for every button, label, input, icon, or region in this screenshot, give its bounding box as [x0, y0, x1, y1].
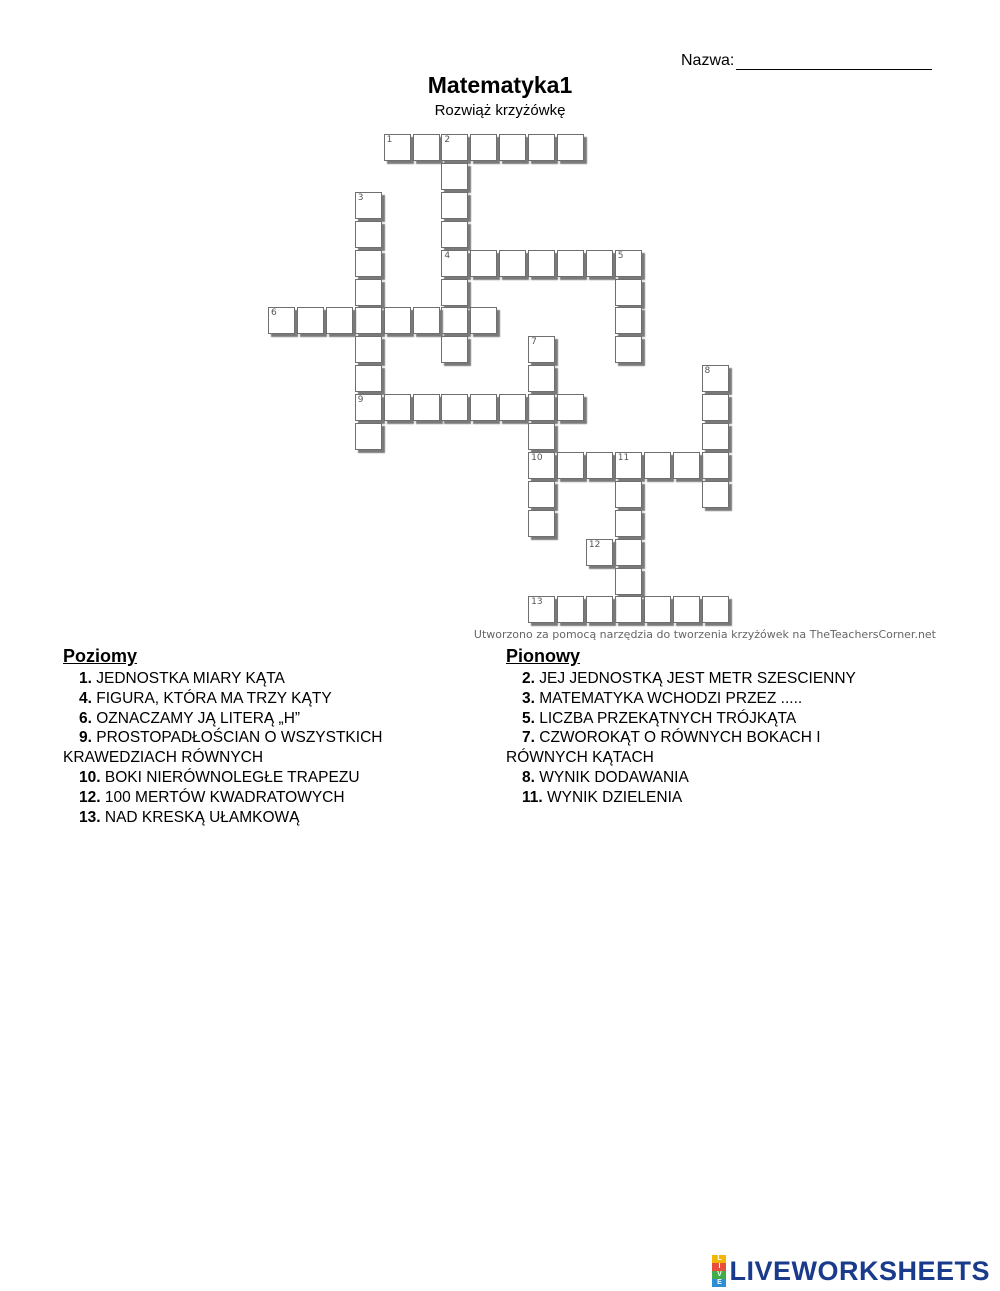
clue-number: 2	[444, 135, 451, 145]
crossword-cell[interactable]	[355, 423, 382, 450]
crossword-cell[interactable]	[586, 250, 613, 277]
logo-mark-letter: L	[712, 1255, 726, 1263]
crossword-cell[interactable]	[615, 452, 642, 479]
clue-item	[63, 728, 443, 748]
name-label: Nazwa:	[681, 52, 735, 69]
crossword-cell[interactable]	[470, 394, 497, 421]
clue-number: 13	[531, 597, 543, 608]
clue-number: 4	[444, 250, 451, 261]
crossword-cell[interactable]	[355, 365, 382, 392]
crossword-cell[interactable]	[557, 250, 584, 277]
clue-item	[63, 709, 443, 729]
crossword-cell[interactable]	[615, 568, 642, 595]
crossword-cell[interactable]	[528, 365, 555, 392]
clue-item	[506, 669, 886, 689]
clue-number: 12	[588, 539, 601, 550]
crossword-cell[interactable]	[615, 481, 642, 508]
clue-continuation: RÓWNYCH KĄTACH	[506, 749, 654, 767]
clue-number: 13.	[79, 808, 101, 826]
clue-number: 8.	[522, 768, 535, 786]
clue-item	[63, 808, 443, 828]
crossword-cell[interactable]	[355, 192, 382, 219]
logo-mark-icon	[712, 1255, 726, 1287]
page-title: Matematyka1	[427, 72, 573, 98]
name-line[interactable]	[736, 52, 932, 70]
crossword-cell[interactable]	[355, 394, 382, 421]
clue-text: WYNIK DZIELENIA	[542, 788, 683, 806]
crossword-cell[interactable]	[702, 365, 729, 392]
logo-text: LIVEWORKSHEETS	[729, 1255, 990, 1286]
crossword-cell[interactable]	[441, 134, 468, 161]
clue-number: 6.	[79, 709, 92, 727]
crossword-cell[interactable]	[702, 423, 729, 450]
crossword-cell[interactable]	[586, 539, 613, 566]
crossword-cell[interactable]	[441, 163, 468, 190]
crossword-cell[interactable]	[615, 279, 642, 306]
clue-item	[506, 689, 886, 709]
clue-number: 6	[271, 308, 277, 319]
clue-text: BOKI NIERÓWNOLEGŁE TRAPEZU	[100, 768, 360, 786]
crossword-cell[interactable]	[557, 596, 584, 623]
clue-number: 1.	[79, 670, 92, 687]
clue-number: 5	[617, 250, 624, 261]
crossword-cell[interactable]	[702, 481, 729, 508]
clue-item	[506, 768, 886, 788]
down-clue-list	[506, 669, 886, 808]
crossword-cell[interactable]	[528, 423, 555, 450]
crossword-cell[interactable]	[673, 596, 700, 623]
crossword-cell[interactable]	[355, 221, 382, 248]
crossword-cell[interactable]	[557, 452, 584, 479]
clue-text: JEDNOSTKA MIARY KĄTA	[91, 670, 285, 687]
crossword-cell[interactable]	[528, 481, 555, 508]
clue-text: PROSTOPADŁOŚCIAN O WSZYSTKICH	[91, 729, 383, 747]
clue-number: 3.	[522, 689, 535, 707]
crossword-cell[interactable]	[413, 307, 440, 334]
clue-number: 8	[704, 366, 711, 377]
crossword-cell[interactable]	[586, 452, 613, 479]
clue-item	[63, 788, 443, 808]
crossword-cell[interactable]	[441, 394, 468, 421]
crossword-cell[interactable]	[355, 250, 382, 277]
crossword-cell[interactable]	[557, 134, 584, 161]
clue-item	[63, 669, 443, 689]
clue-number: 11	[617, 452, 630, 463]
crossword-cell[interactable]	[470, 250, 497, 277]
clue-text: 100 MERTÓW KWADRATOWYCH	[100, 788, 345, 806]
crossword-cell[interactable]	[441, 307, 468, 334]
clue-continuation: KRAWEDZIACH RÓWNYCH	[63, 749, 264, 767]
crossword-cell[interactable]	[441, 250, 468, 277]
crossword-cell[interactable]	[441, 192, 468, 219]
logo-mark-letter: E	[712, 1279, 726, 1287]
clue-text: NAD KRESKĄ UŁAMKOWĄ	[100, 808, 300, 826]
clue-item	[63, 689, 443, 709]
clue-item	[506, 788, 886, 808]
crossword-cell[interactable]	[615, 250, 642, 277]
crossword-cell[interactable]	[441, 279, 468, 306]
clue-number: 10	[531, 452, 543, 463]
crossword-cell[interactable]	[499, 250, 526, 277]
crossword-cell[interactable]	[615, 596, 642, 623]
across-clue-list	[63, 669, 443, 827]
clue-number: 7	[531, 337, 537, 348]
clue-number: 9.	[79, 729, 92, 747]
crossword-cell[interactable]	[557, 394, 584, 421]
clue-number: 5.	[522, 709, 535, 727]
crossword-cell[interactable]	[499, 134, 526, 161]
crossword-cell[interactable]	[702, 452, 729, 479]
crossword-cell[interactable]	[499, 394, 526, 421]
crossword-cell[interactable]	[384, 394, 411, 421]
crossword-cell[interactable]	[441, 221, 468, 248]
clue-number: 7.	[522, 729, 535, 747]
page-subtitle: Rozwiąż krzyżówkę	[434, 102, 566, 119]
crossword-cell[interactable]	[470, 307, 497, 334]
crossword-cell[interactable]	[528, 394, 555, 421]
crossword-cell[interactable]	[528, 134, 555, 161]
crossword-cell[interactable]	[644, 452, 671, 479]
crossword-cell[interactable]	[355, 279, 382, 306]
clue-text: FIGURA, KTÓRA MA TRZY KĄTY	[91, 689, 332, 707]
crossword-cell[interactable]	[615, 336, 642, 363]
crossword-cell[interactable]	[528, 596, 555, 623]
crossword-cell[interactable]	[355, 307, 382, 334]
across-heading: Poziomy	[63, 646, 138, 666]
crossword-cell[interactable]	[297, 307, 324, 334]
clue-item	[506, 709, 886, 729]
crossword-cell[interactable]	[413, 394, 440, 421]
across-clues	[63, 646, 443, 827]
clue-text: OZNACZAMY JĄ LITERĄ „H”	[91, 709, 301, 727]
clue-text: MATEMATYKA WCHODZI PRZEZ .....	[534, 689, 803, 707]
down-heading: Pionowy	[506, 646, 581, 666]
crossword-cell[interactable]	[413, 134, 440, 161]
crossword-cell[interactable]	[615, 510, 642, 537]
crossword-cell[interactable]	[644, 596, 671, 623]
crossword-cell[interactable]	[355, 336, 382, 363]
crossword-cell[interactable]	[586, 596, 613, 623]
logo-mark-letter: I	[712, 1263, 726, 1271]
down-clues	[506, 646, 886, 808]
crossword-cell[interactable]	[441, 336, 468, 363]
clue-item	[63, 768, 443, 788]
clue-number: 4.	[79, 689, 92, 707]
crossword-cell[interactable]	[528, 250, 555, 277]
clue-item	[506, 728, 886, 748]
clue-text: JEJ JEDNOSTKĄ JEST METR SZESCIENNY	[534, 670, 856, 687]
crossword-cell[interactable]	[326, 307, 353, 334]
clue-number: 1	[386, 135, 393, 145]
crossword-cell[interactable]	[615, 539, 642, 566]
crossword-cell[interactable]	[528, 336, 555, 363]
crossword-cell[interactable]	[615, 307, 642, 334]
credit-line: Utworzono za pomocą narzędzia do tworzenia krzyżówek na TheTeachersCorner.net	[473, 628, 936, 641]
clue-number: 2.	[522, 670, 535, 687]
liveworksheets-logo	[712, 1255, 990, 1287]
crossword-cell[interactable]	[528, 452, 555, 479]
name-field	[681, 52, 932, 70]
crossword-cell[interactable]	[384, 134, 411, 161]
crossword-cell[interactable]	[470, 134, 497, 161]
logo-mark-letter: V	[712, 1271, 726, 1279]
crossword-cell[interactable]	[268, 307, 295, 334]
clue-text: LICZBA PRZEKĄTNYCH TRÓJKĄTA	[534, 709, 797, 727]
clue-number: 9	[357, 395, 364, 406]
crossword-cell[interactable]	[384, 307, 411, 334]
crossword-cell[interactable]	[528, 510, 555, 537]
crossword-cell[interactable]	[702, 394, 729, 421]
clue-number: 10.	[79, 768, 101, 786]
clue-number: 11.	[522, 788, 543, 806]
clue-text: CZWOROKĄT O RÓWNYCH BOKACH I	[534, 729, 821, 747]
crossword-cell[interactable]	[702, 596, 729, 623]
crossword-cell[interactable]	[673, 452, 700, 479]
clue-number: 3	[357, 192, 364, 203]
clue-text: WYNIK DODAWANIA	[534, 768, 689, 786]
clue-number: 12.	[79, 788, 101, 806]
